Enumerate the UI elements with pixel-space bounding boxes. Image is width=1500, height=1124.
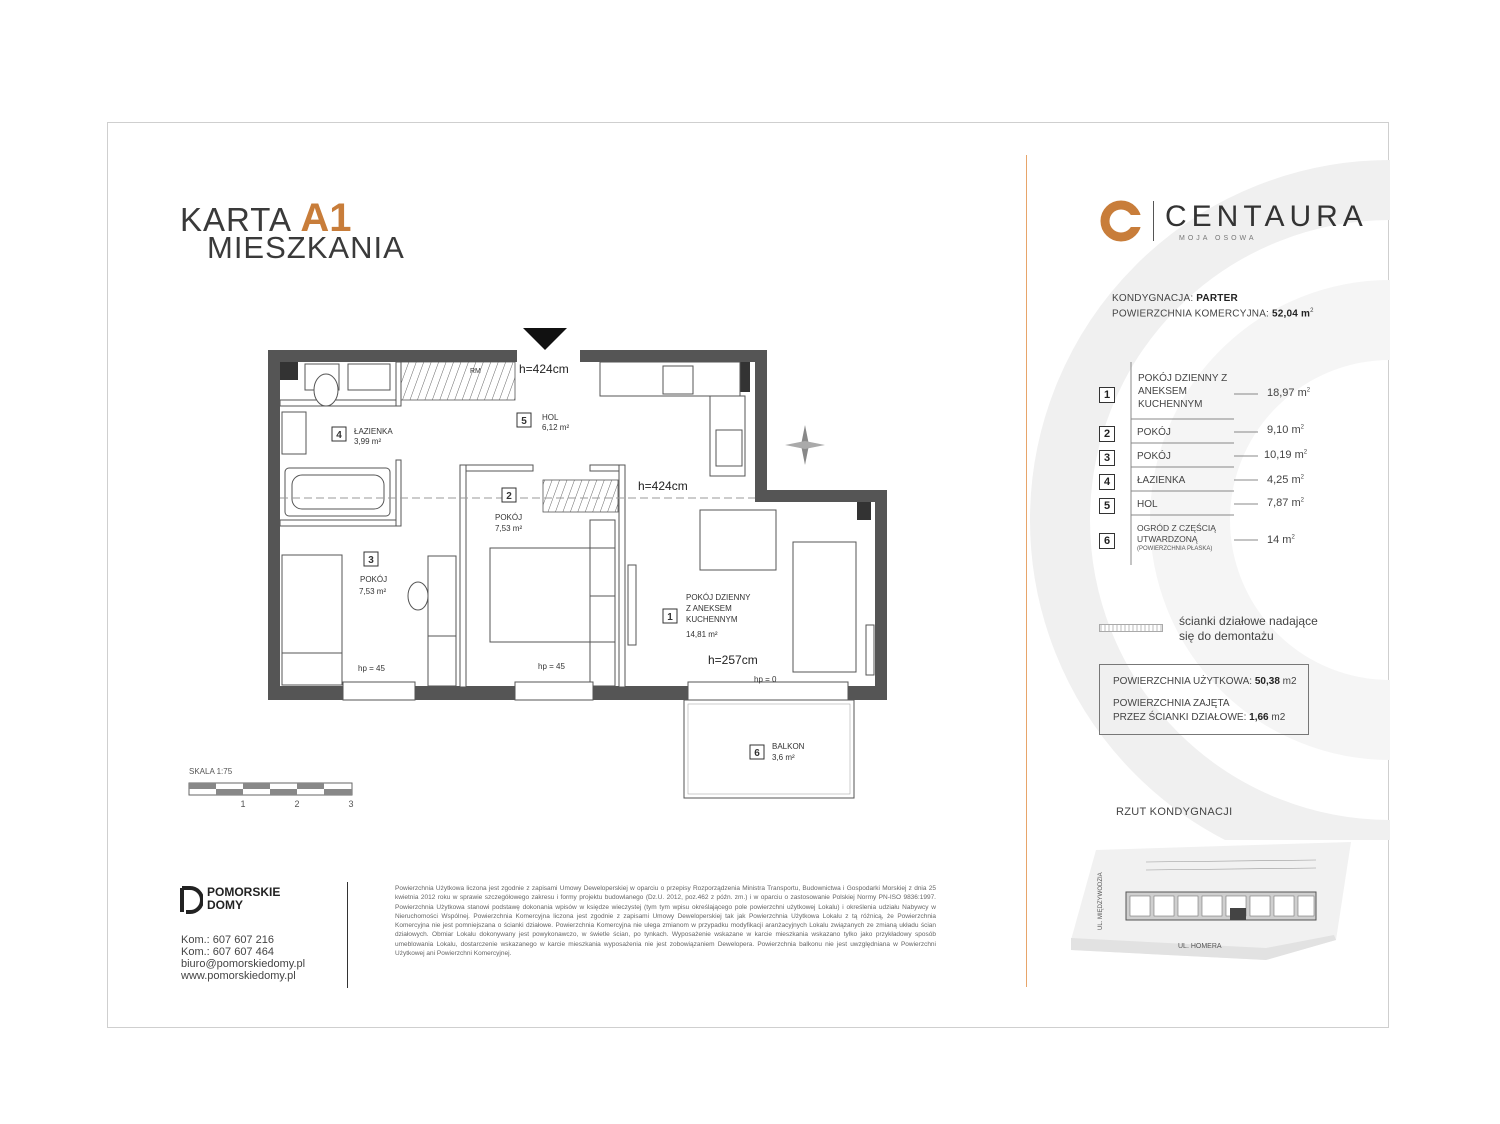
partition-legend-swatch [1099, 624, 1163, 632]
room-name: POKÓJ [1137, 451, 1171, 462]
room-number: 1 [1099, 387, 1115, 403]
plan-room-name: POKÓJ [360, 575, 388, 584]
plan-room-number: 2 [506, 491, 512, 502]
plan-room-number: 5 [521, 416, 527, 427]
room-area: 14 $m^2$ [1267, 534, 1295, 546]
plan-room-name: POKÓJ [495, 513, 523, 522]
site-plan-map [1066, 830, 1356, 980]
room-number: 3 [1099, 450, 1115, 466]
contact-block: Kom.: 607 607 216 Kom.: 607 607 464 biuro@pomorskiedomy.pl www.pomorskiedomy.pl [181, 934, 306, 982]
scale-tick: 3 [348, 799, 354, 809]
room-area: 10,19 $m^2$ [1264, 449, 1308, 461]
plan-room-number: 1 [667, 612, 673, 623]
compass-icon [785, 425, 825, 465]
plan-room-name: HOL [542, 413, 559, 422]
scale-bar [188, 782, 358, 810]
room-name: HOL [1137, 499, 1158, 510]
room-number: 6 [1099, 533, 1115, 549]
plan-room-area: 6,12 m² [542, 423, 570, 432]
hp-label: hp = 45 [358, 664, 385, 673]
page-subtitle: MIESZKANIA [207, 230, 405, 265]
entrance-arrow-icon [523, 328, 567, 350]
page-title: KARTA A1 [180, 196, 352, 240]
plan-room-number: 6 [754, 748, 760, 759]
partition-legend-text: ścianki działowe nadające się do demontażu [1179, 614, 1318, 643]
room-area: 9,10 $m^2$ [1267, 424, 1304, 436]
floor-info: KONDYGNACJA: PARTER [1112, 293, 1238, 304]
hp-label: hp = 0 [754, 675, 777, 684]
plan-room-name: BALKON [772, 742, 805, 751]
room-row-3 [1099, 448, 1115, 466]
developer-name: POMORSKIE DOMY [207, 885, 281, 912]
hp-label: hp = 45 [538, 662, 565, 671]
ceiling-height-label: h=424cm [638, 479, 688, 493]
room-area: 7,87 $m^2$ [1267, 497, 1304, 509]
plan-room-area: 7,53 m² [359, 587, 387, 596]
divider-line [1026, 155, 1027, 987]
room-row-4 [1099, 472, 1115, 490]
ceiling-height-label: h=257cm [708, 653, 758, 667]
rm-label: RM [470, 368, 481, 375]
area-summary-box: POWIERZCHNIA UŻYTKOWA: 50,38 m2 POWIERZCHNIA ZAJĘTA PRZEZ ŚCIANKI DZIAŁOWE: 1,66 m2 [1099, 664, 1309, 735]
legal-disclaimer: Powierzchnia Użytkowa liczona jest zgodnie z zapisami Umowy Deweloperskiej w oparciu o przepisy Rozporządzenia Ministra Transportu, Budownictwa i Gospodarki Morskiej z dnia 25 kwietnia 2012 roku w sprawie szczegółowego zakresu i formy projektu budowlanego (Dz.U. 2012, poz.462 z późn. zm.) i w oparciu o zastosowanie Polskiej Normy PN-ISO 9836:1997. Powierzchnia Użytkowa stanowi podstawę dokonania wpisów w księdze wieczystej (tym tym wpisu określającego pole powierzchni użytkowej Lokalu) i określenia udziału Nabywcy w Nieruchomości Wspólnej. Powierzchnia Komercyjna liczona jest zgodnie z zapisami Umowy Deweloperskiej tak jak Powierzchnia Użytkowa Lokalu z tą różnicą, że Powierzchnia Komercyjna nie jest pomniejszana o ścianki działowe. Powierzchnia Komercyjna nie ulega zmianom w przypadku modyfikacji aranżacyjnych Lokalu związanych ze zmianą układu ścian działowych. Obmiar Lokalu dokonywany jest powykonawczo, w świetle ścian, po tynkach. Wyposażenie wskazane w karcie mieszkania wskazano tylko jako przykładowy sposób umeblowania Lokalu, dostarczenie wskazanego w karcie mieszkania wyposażenia nie jest zobowiązaniem Dewelopera. Powierzchnia balkonu nie jest uwzględniana w Powierzchni Użytkowej ani Powierzchni Komercyjnej. [395, 885, 936, 958]
plan-room-area: 14,81 m² [686, 630, 718, 639]
plan-room-area: 3,6 m² [772, 753, 795, 762]
pomorskie-domy-logo-icon [179, 886, 203, 914]
plan-room-area: 3,99 m² [354, 437, 382, 446]
room-row-6 [1099, 531, 1115, 549]
plan-room-name: ŁAZIENKA [354, 427, 393, 436]
room-number: 5 [1099, 498, 1115, 514]
centaura-logo-icon [1100, 200, 1142, 242]
room-row-2 [1099, 424, 1115, 442]
footer-divider [347, 882, 348, 988]
street-label: UL. MIĘDZYWODZIA [1098, 872, 1104, 930]
room-number: 2 [1099, 426, 1115, 442]
site-plan-title: RZUT KONDYGNACJI [1116, 806, 1233, 818]
plan-room-area: 7,53 m² [495, 524, 523, 533]
plan-room-name: Z ANEKSEM [686, 604, 732, 613]
room-name: POKÓJ DZIENNY Z ANEKSEM KUCHENNYM [1138, 373, 1228, 410]
ceiling-height-label: h=424cm [519, 362, 569, 376]
room-name: ŁAZIENKA [1137, 475, 1186, 486]
street-label: UL. HOMERA [1178, 943, 1222, 950]
floor-plan [260, 320, 900, 810]
brand-tagline: MOJA OSOWA [1179, 235, 1257, 242]
room-area: 18,97 $m^2$ [1267, 387, 1311, 399]
room-name: POKÓJ [1137, 427, 1171, 438]
room-row-1 [1099, 385, 1115, 403]
room-row-5 [1099, 496, 1115, 514]
brand-name: CENTAURA [1165, 200, 1368, 233]
plan-room-name: POKÓJ DZIENNY [686, 593, 751, 602]
room-note: (POWIERZCHNIA PŁASKA) [1137, 546, 1213, 552]
scale-label: SKALA 1:75 [189, 767, 233, 776]
room-name: OGRÓD Z CZĘŚCIĄ UTWARDZONĄ [1137, 523, 1216, 544]
room-area: 4,25 $m^2$ [1267, 474, 1304, 486]
plan-room-number: 3 [368, 555, 374, 566]
scale-tick: 1 [240, 799, 246, 809]
brand-divider [1153, 201, 1154, 241]
plan-room-name: KUCHENNYM [686, 615, 738, 624]
room-number: 4 [1099, 474, 1115, 490]
commercial-area-info: POWIERZCHNIA KOMERCYJNA: 52,04 $m^2$ [1112, 308, 1314, 320]
plan-room-number: 4 [336, 430, 342, 441]
scale-tick: 2 [294, 799, 300, 809]
